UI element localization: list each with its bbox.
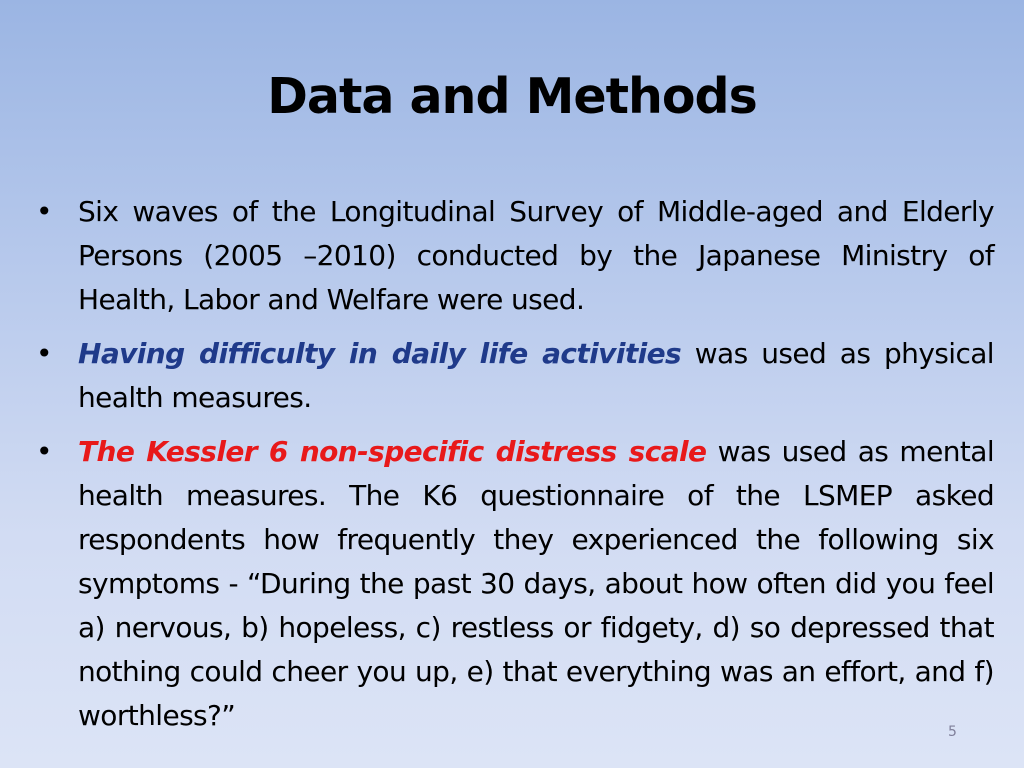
- bullet-emphasis-kessler: The Kessler 6 non-specific distress scale: [78, 435, 707, 468]
- bullet-text: was used as physical health measures.: [78, 337, 994, 414]
- slide-title: Data and Methods: [267, 68, 757, 125]
- page-number: 5: [948, 724, 957, 740]
- bullet-item-physical-health: [36, 332, 994, 420]
- bullet-dot-icon: •: [36, 435, 52, 468]
- bullet-emphasis-physical: Having difficulty in daily life activities: [78, 337, 682, 370]
- bullet-text: Six waves of the Longitudinal Survey of Middle-aged and Elderly Persons (2005 –2010) conducted by the Japanese Ministry of Health, Labor and Welfare were used.: [78, 195, 994, 316]
- bullet-list: [36, 190, 994, 748]
- bullet-dot-icon: •: [36, 195, 52, 228]
- bullet-item-mental-health: [36, 430, 994, 738]
- bullet-item-survey: [36, 190, 994, 322]
- bullet-dot-icon: •: [36, 337, 52, 370]
- bullet-text: was used as mental health measures. The K6 questionnaire of the LSMEP asked respondents how frequently they experienced the following six symptoms - “During the past 30 days, about how often did you feel a) nervous, b) hopeless, c) restless or fidgety, d) so depressed that nothing could cheer you up, e) that everything was an effort, and f) worthless?”: [78, 435, 994, 732]
